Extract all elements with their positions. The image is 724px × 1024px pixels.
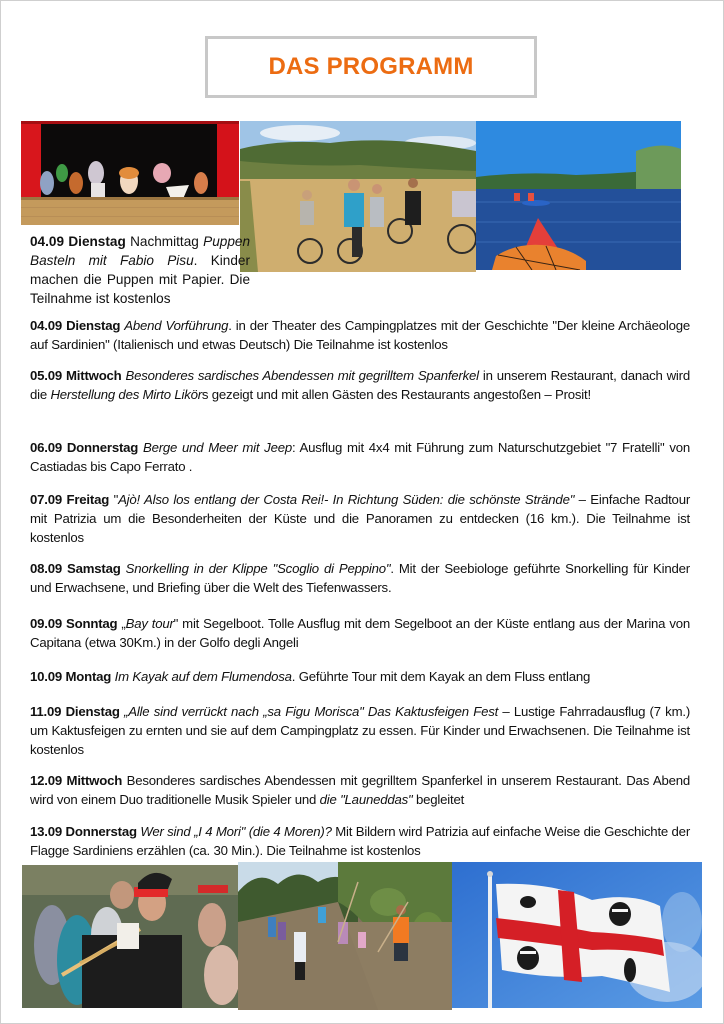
entry-text: – Lustige Fahrradausflug (7 km.) um Kaktusfeigen zu ernten und sie auf dem Campingplatz zu essen. Für Kinder und Erwachsenen. Die Teilnahme ist kostenlos [30, 704, 691, 757]
entry-highlight-text: Puppen Basteln mit Fabio Pisu [30, 234, 251, 268]
entry-day: Sonntag [66, 616, 118, 631]
entry-day: Montag [65, 669, 112, 684]
entry-highlight-text: Berge und Meer mit Jeep [142, 440, 292, 455]
program-entry-9 [30, 771, 690, 809]
entry-text: . Kinder machen die Puppen mit Papier. Die Teilnahme ist kostenlos [30, 253, 250, 306]
entry-highlight-text: „Alle sind verrückt nach „sa Figu Morisca" Das Kaktusfeigen Fest [124, 704, 499, 719]
title-box [205, 36, 537, 98]
program-entry-3 [30, 438, 690, 476]
entry-highlight-text: Snorkelling in der Klippe "Scoglio di Peppino" [125, 561, 391, 576]
page-title: DAS PROGRAMM [268, 53, 474, 80]
entry-highlight-text: Besonderes sardisches Abendessen mit gegrilltem Spanferkel [125, 368, 479, 383]
photo-launeddas-musician [22, 865, 238, 1008]
entry-day: Dienstag [66, 318, 121, 333]
entry-text: . Geführte Tour mit dem Kayak an dem Fluss entlang [291, 669, 591, 684]
entry-text: " mit Segelboot. Tolle Ausflug mit dem Segelboot an der Küste entlang aus der Marina von Capitana (etwa 30Km.) in der Golfo degli Angeli [30, 616, 690, 650]
entry-date: 04.09 [30, 318, 63, 333]
photo-cyclists-group [240, 121, 476, 272]
entry-date: 06.09 [30, 440, 63, 455]
entry-day: Donnerstag [65, 824, 137, 839]
entry-text: „ [121, 616, 126, 631]
entry-date: 04.09 [30, 234, 65, 249]
entry-date: 08.09 [30, 561, 63, 576]
entry-text: Mit Bildern wird Patrizia auf einfache Weise die Geschichte der Flagge Sardiniens erzählen (ca. 30 Min.). Die Teilnahme ist kostenlos [30, 824, 691, 858]
entry-text: . in der Theater des Campingplatzes mit der Geschichte "Der kleine Archäeologe auf Sardinien" (Italienisch und etwas Deutsch) Die Teilnahme ist kostenlos [30, 318, 690, 352]
entry-text: " [113, 492, 119, 507]
entry-day: Dienstag [65, 704, 120, 719]
entry-text: . Mit der Seebiologe geführte Snorkelling für Kinder und Erwachsene, und Briefing über die Welt des Tiefenwassers. [30, 561, 690, 595]
entry-text: Nachmittag [130, 234, 204, 249]
entry-date: 07.09 [30, 492, 63, 507]
entry-highlight-text: die "Launeddas" [319, 792, 413, 807]
program-entry-2 [30, 366, 690, 404]
entry-text: begleitet [412, 792, 465, 807]
entry-highlight-text: Ajò! Also los entlang der Costa Rei!- In Richtung Süden: die schönste Strände" [118, 492, 575, 507]
photo-sardinian-flag [452, 862, 702, 1008]
entry-day: Donnerstag [66, 440, 139, 455]
program-entry-10 [30, 822, 690, 860]
photo-kayak-on-river [476, 121, 681, 270]
program-entry-6 [30, 614, 690, 652]
program-entry-5 [30, 559, 690, 597]
entry-day: Freitag [66, 492, 110, 507]
entry-highlight-text: Herstellung des Mirto Likör [50, 387, 202, 402]
entry-day: Dienstag [68, 234, 126, 249]
entry-highlight-text: Abend Vorführung [124, 318, 229, 333]
entry-day: Mittwoch [66, 773, 123, 788]
entry-highlight-text: Im Kayak auf dem Flumendosa [114, 669, 292, 684]
entry-text: in unserem Restaurant, danach wird die [30, 368, 690, 402]
program-entry-0 [30, 232, 250, 308]
entry-text: : Ausflug mit 4x4 mit Führung zum Naturschutzgebiet "7 Fratelli" von Castiadas bis Capo Ferrato . [30, 440, 690, 474]
entry-date: 13.09 [30, 824, 63, 839]
entry-date: 11.09 [30, 704, 62, 719]
program-entry-1 [30, 316, 690, 354]
entry-text: – Einfache Radtour mit Patrizia um die Besonderheiten der Küste und die Panoramen zu entdecken (16 km.). Die Teilnahme ist kostenlos [30, 492, 691, 545]
program-entry-7 [30, 667, 690, 686]
entry-day: Samstag [67, 561, 121, 576]
entry-highlight-text: Bay tour [125, 616, 174, 631]
entry-text: s gezeigt und mit allen Gästen des Restaurants angestoßen – Prosit! [201, 387, 591, 402]
entry-date: 10.09 [30, 669, 63, 684]
photo-cactus-fig-harvest [238, 862, 452, 1010]
entry-date: 09.09 [30, 616, 63, 631]
entry-day: Mittwoch [66, 368, 122, 383]
program-entry-8 [30, 702, 690, 759]
entry-date: 05.09 [30, 368, 63, 383]
photo-puppet-theatre [21, 121, 239, 225]
program-entry-4 [30, 490, 690, 547]
entry-date: 12.09 [30, 773, 63, 788]
entry-text: Besonderes sardisches Abendessen mit gegrilltem Spanferkel in unserem Restaurant. Das Abend wird von einem Duo traditionelle Musik Spieler und [30, 773, 691, 807]
entry-highlight-text: Wer sind „I 4 Mori" (die 4 Moren)? [140, 824, 332, 839]
